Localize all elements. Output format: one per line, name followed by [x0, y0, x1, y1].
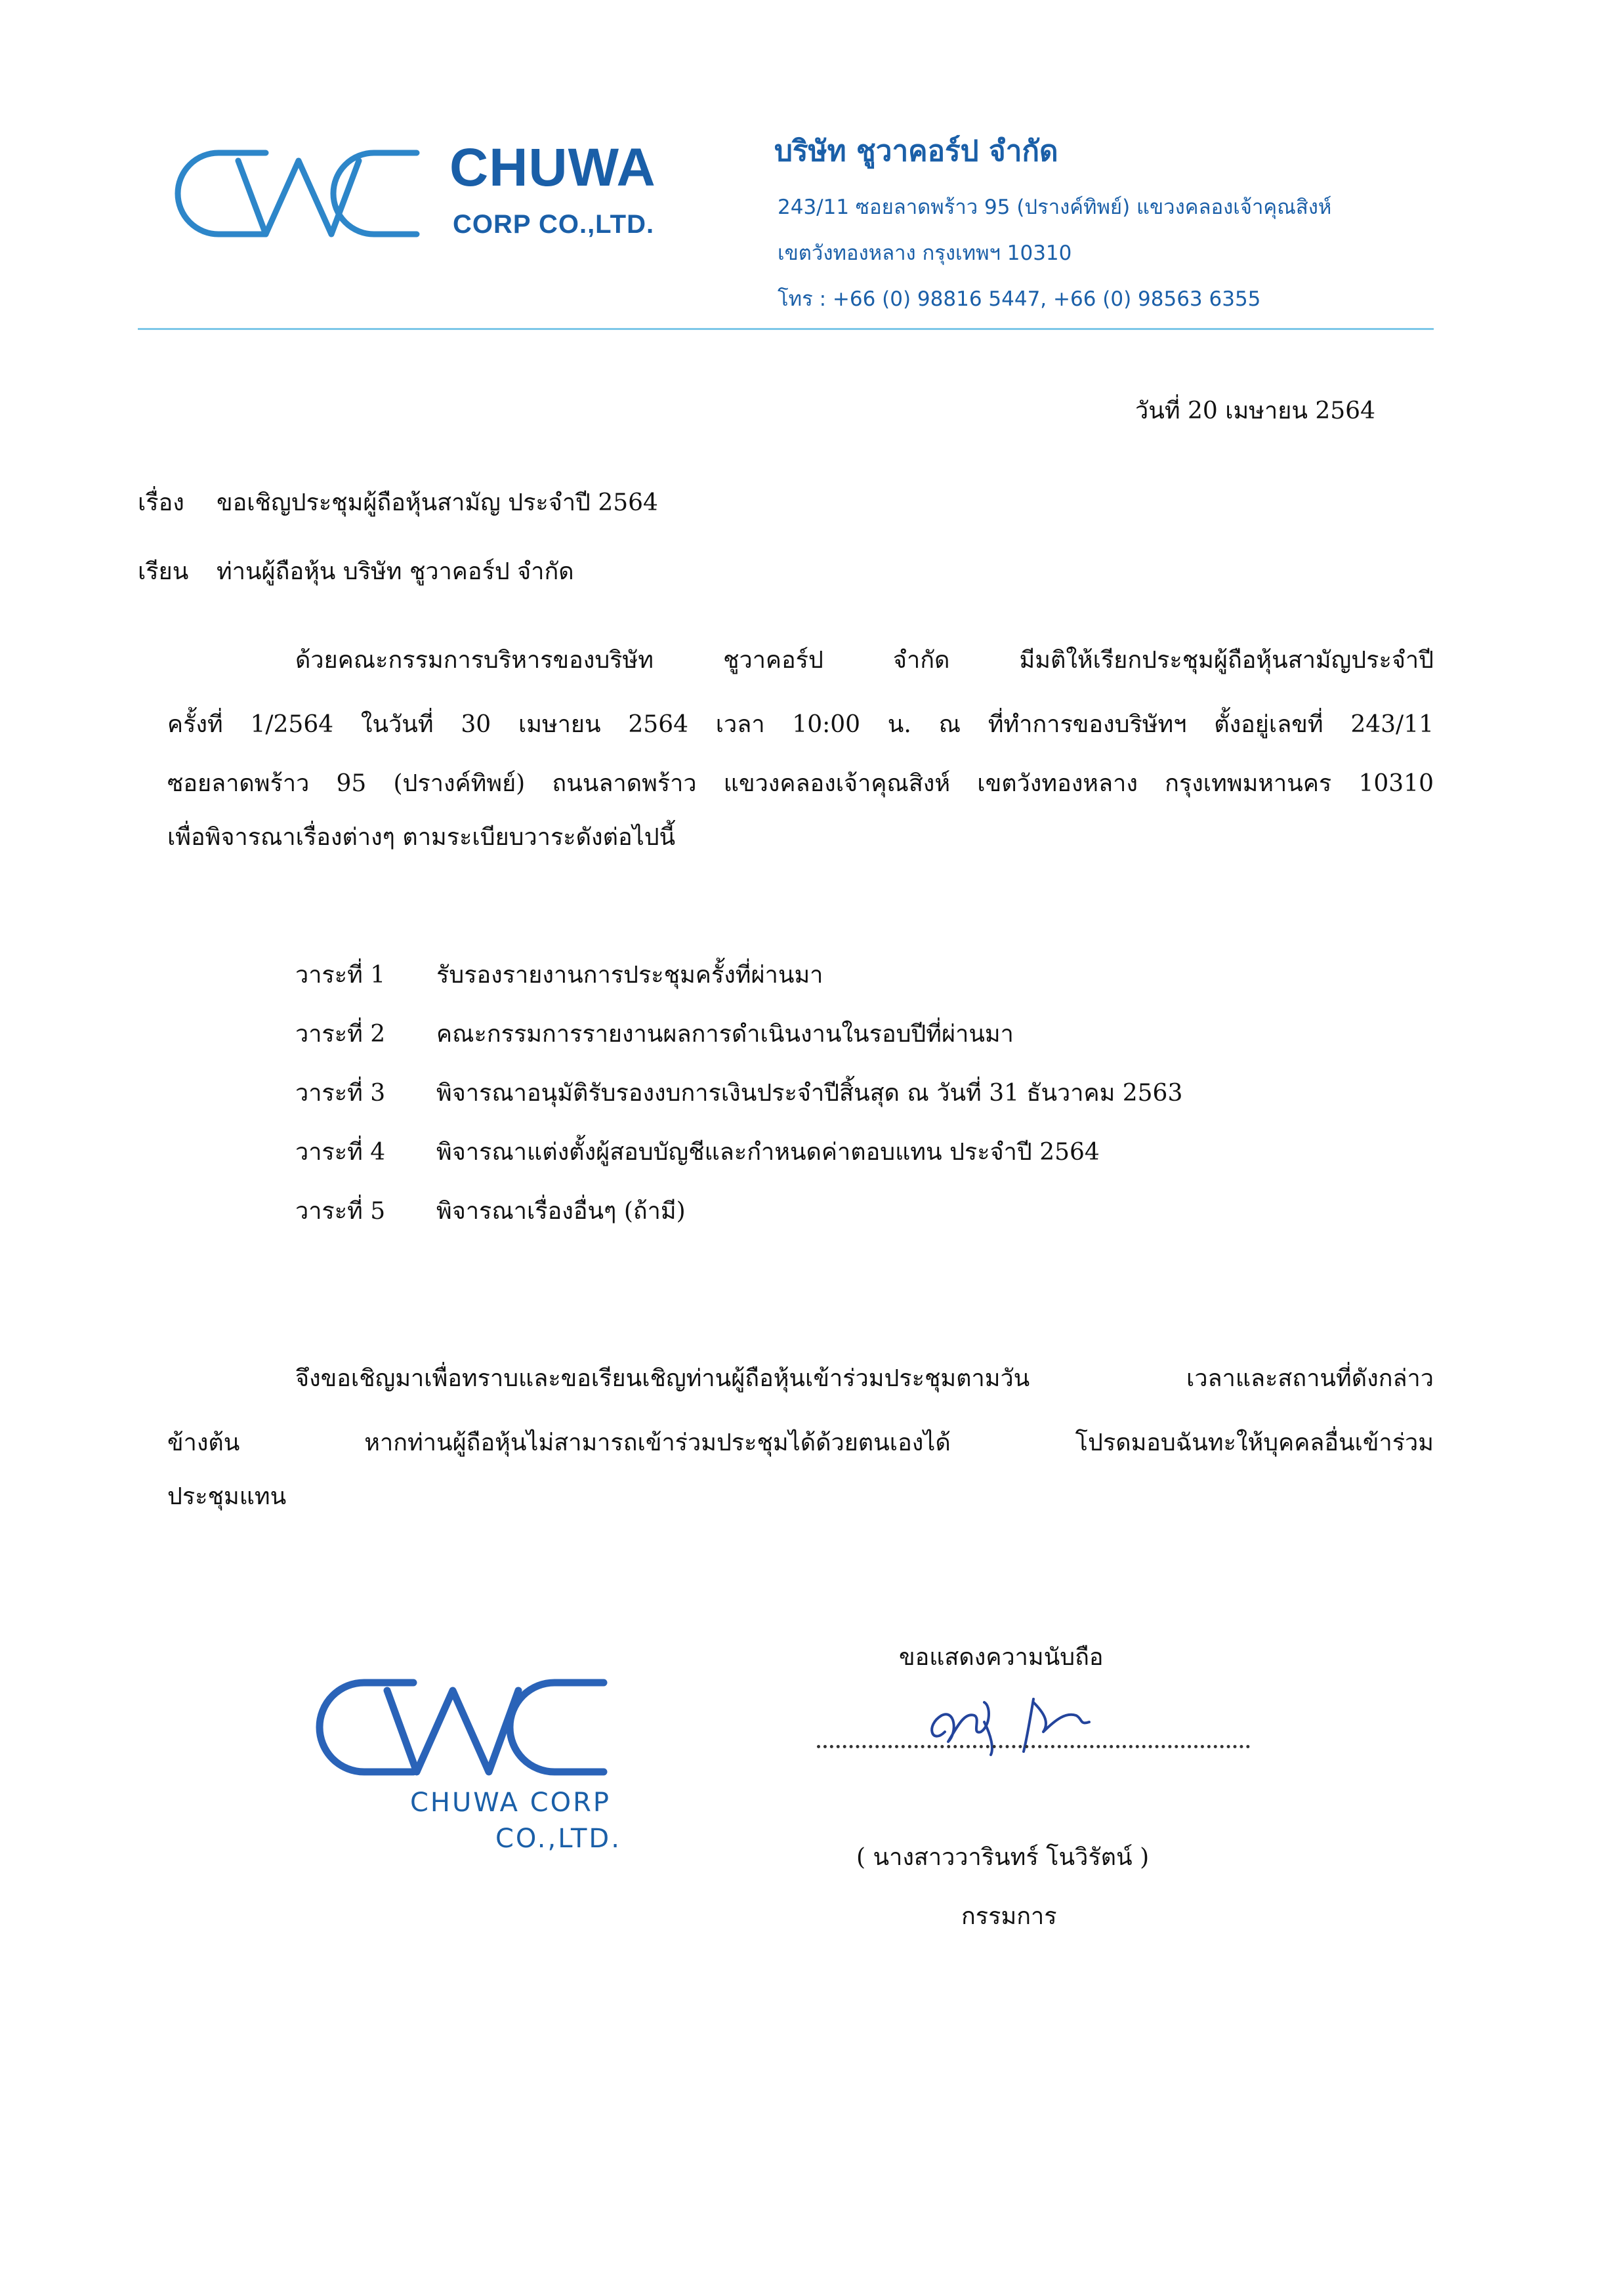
company-address-line-2: เขตวังทองหลาง กรุงเทพฯ 10310 — [778, 241, 1072, 265]
intro-line-1: ด้วยคณะกรรมการบริหารของบริษัท ชูวาคอร์ป จำกัด มีมติให้เรียกประชุมผู้ถือหุ้นสามัญประจำปี — [295, 647, 1434, 674]
agenda-text: พิจารณาเรื่องอื่นๆ (ถ้ามี) — [436, 1198, 686, 1225]
brand-name: CHUWA — [449, 138, 656, 197]
agenda-number: วาระที่ 3 — [295, 1080, 386, 1107]
stamp-text-line-1: CHUWA CORP — [410, 1788, 612, 1818]
agenda-number: วาระที่ 1 — [295, 962, 386, 989]
subject-line — [138, 489, 658, 517]
closing-line-3: ประชุมแทน — [167, 1483, 287, 1510]
agenda-text: พิจารณาอนุมัติรับรองงบการเงินประจำปีสิ้นสุด ณ วันที่ 31 ธันวาคม 2563 — [436, 1080, 1183, 1107]
letter-date: วันที่ 20 เมษายน 2564 — [1135, 398, 1375, 424]
brand-subtitle: CORP CO.,LTD. — [453, 210, 655, 239]
recipient-line — [138, 558, 574, 586]
agenda-number: วาระที่ 5 — [295, 1198, 386, 1225]
company-address-line-1: 243/11 ซอยลาดพร้าว 95 (ปรางค์ทิพย์) แขวงคลองเจ้าคุณสิงห์ — [778, 195, 1332, 219]
intro-line-2: ครั้งที่ 1/2564 ในวันที่ 30 เมษายน 2564 เวลา 10:00 น. ณ ที่ทำการของบริษัทฯ ตั้งอยู่เลขที่ 243/11 — [167, 711, 1434, 738]
agenda-item — [295, 1020, 1014, 1048]
signatory-name: ( นางสาววารินทร์ โนวิรัตน์ ) — [856, 1844, 1150, 1871]
subject-label: เรื่อง — [138, 489, 184, 516]
agenda-text: พิจารณาแต่งตั้งผู้สอบบัญชีและกำหนดค่าตอบแทน ประจำปี 2564 — [436, 1139, 1100, 1166]
stamp-text-line-2: CO.,LTD. — [495, 1824, 621, 1854]
agenda-item — [295, 1138, 1100, 1166]
agenda-item — [295, 1197, 686, 1225]
closing-line-2: ข้างต้น หากท่านผู้ถือหุ้นไม่สามารถเข้าร่วมประชุมได้ด้วยตนเองได้ โปรดมอบฉันทะให้บุคคลอื่นเข้าร่วม — [167, 1429, 1434, 1456]
company-logo-icon — [167, 141, 423, 246]
recipient-text: ท่านผู้ถือหุ้น บริษัท ชูวาคอร์ป จำกัด — [217, 558, 574, 585]
company-phone: โทร : +66 (0) 98816 5447, +66 (0) 98563 6355 — [778, 287, 1261, 311]
agenda-number: วาระที่ 2 — [295, 1021, 386, 1048]
agenda-text: รับรองรายงานการประชุมครั้งที่ผ่านมา — [436, 962, 823, 989]
company-name-thai: บริษัท ชูวาคอร์ป จำกัด — [774, 134, 1058, 168]
agenda-text: คณะกรรมการรายงานผลการดำเนินงานในรอบปีที่ผ่านมา — [436, 1021, 1014, 1048]
agenda-item — [295, 1079, 1182, 1107]
regards-text: ขอแสดงความนับถือ — [899, 1644, 1104, 1671]
agenda-item — [295, 961, 823, 989]
letterhead-divider — [138, 328, 1434, 330]
intro-line-3: ซอยลาดพร้าว 95 (ปรางค์ทิพย์) ถนนลาดพร้าว แขวงคลองเจ้าคุณสิงห์ เขตวังทองหลาง กรุงเทพมหานคร 10310 — [167, 770, 1434, 797]
signatory-title: กรรมการ — [961, 1903, 1057, 1930]
agenda-number: วาระที่ 4 — [295, 1139, 386, 1166]
subject-text: ขอเชิญประชุมผู้ถือหุ้นสามัญ ประจำปี 2564 — [217, 489, 658, 516]
recipient-label: เรียน — [138, 558, 189, 585]
company-seal-icon — [308, 1670, 610, 1788]
closing-line-1: จึงขอเชิญมาเพื่อทราบและขอเรียนเชิญท่านผู้ถือหุ้นเข้าร่วมประชุมตามวัน เวลาและสถานที่ดังกล่าว — [295, 1365, 1434, 1392]
intro-line-4: เพื่อพิจารณาเรื่องต่างๆ ตามระเบียบวาระดังต่อไปนี้ — [167, 824, 676, 851]
signature-line — [817, 1745, 1250, 1748]
